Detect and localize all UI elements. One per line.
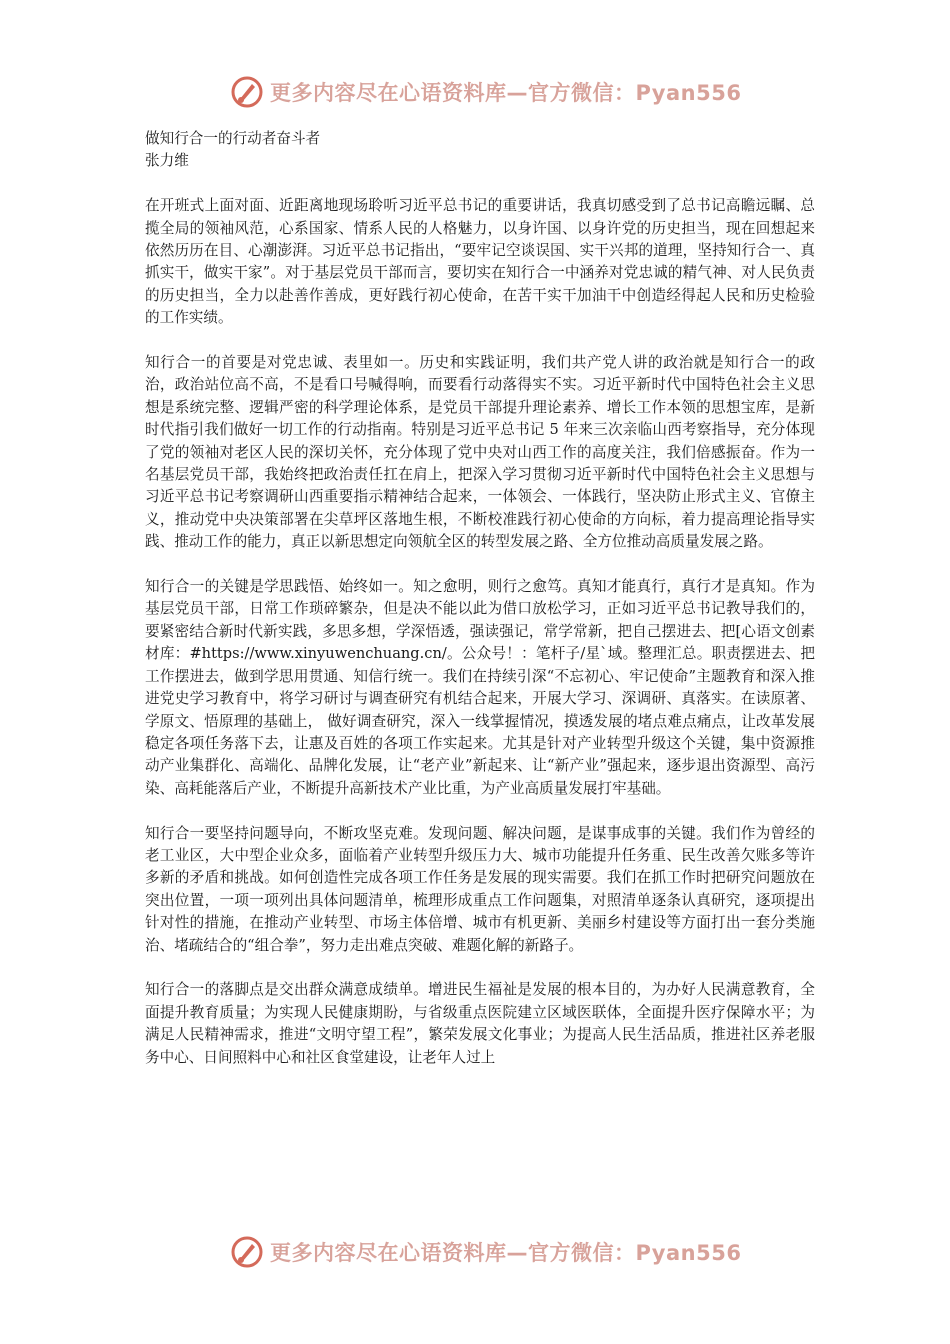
watermark-banner-top: [230, 72, 750, 112]
document-author: 张力维: [145, 152, 189, 170]
brush-logo-icon: [230, 1235, 264, 1269]
watermark-banner-bottom: [230, 1232, 750, 1272]
document-title: 做知行合一的行动者奋斗者: [145, 130, 321, 147]
brush-logo-icon: [230, 75, 264, 109]
watermark-text: 更多内容尽在心语资料库—官方微信：Pyan556: [270, 1241, 742, 1265]
document-body: [145, 128, 815, 1091]
paragraph: 知行合一的落脚点是交出群众满意成绩单。增进民生福祉是发展的根本目的，为办好人民满意教育，全面提升教育质量；为实现人民健康期盼，与省级重点医院建立区域医联体，全面提升医疗保障水平；为满足人民精神需求，推进“文明守望工程”，繁荣发展文化事业；为提高人民生活品质，推进社区养老服务中心、日间照料中心和社区食堂建设，让老年人过上: [145, 981, 815, 1066]
blank-line: [145, 173, 815, 195]
watermark-text: 更多内容尽在心语资料库—官方微信：Pyan556: [270, 81, 742, 105]
paragraph: 知行合一要坚持问题导向，不断攻坚克难。发现问题、解决问题，是谋事成事的关键。我们作为曾经的老工业区，大中型企业众多，面临着产业转型升级压力大、城市功能提升任务重、民生改善欠账多等许多新的矛盾和挑战。如何创造性完成各项工作任务是发展的现实需要。我们在抓工作时把研究问题放在突出位置，一项一项列出具体问题清单，梳理形成重点工作问题集，对照清单逐条认真研究，逐项提出针对性的措施，在推动产业转型、市场主体倍增、城市有机更新、美丽乡村建设等方面打出一套分类施治、堵疏结合的“组合拳”，努力走出难点突破、难题化解的新路子。: [145, 824, 815, 954]
paragraph: 知行合一的首要是对党忠诚、表里如一。历史和实践证明，我们共产党人讲的政治就是知行合一的政治，政治站位高不高，不是看口号喊得响，而要看行动落得实不实。习近平新时代中国特色社会主义思想是系统完整、逻辑严密的科学理论体系，是党员干部提升理论素养、增长工作本领的思想宝库，是新时代指引我们做好一切工作的行动指南。特别是习近平总书记 5 年来三次亲临山西考察指导，充分体现了党的领袖对老区人民的深切关怀，充分体现了党中央对山西工作的高度关注，我们倍感振奋。作为一名基层党员干部，我始终把政治责任扛在肩上，把深入学习贯彻习近平新时代中国特色社会主义思想与习近平总书记考察调研山西重要指示精神结合起来，一体领会、一体践行，坚决防止形式主义、官僚主义，推动党中央决策部署在尖草坪区落地生根，不断校准践行初心使命的方向标，着力提高理论指导实践、推动工作的能力，真正以新思想定向领航全区的转型发展之路、全方位推动高质量发展之路。: [145, 354, 815, 551]
paragraph: 在开班式上面对面、近距离地现场聆听习近平总书记的重要讲话，我真切感受到了总书记高瞻远瞩、总揽全局的领袖风范，心系国家、情系人民的人格魅力，以身许国、以身许党的历史担当，现在回想起来依然历历在目、心潮澎湃。习近平总书记指出，“要牢记空谈误国、实干兴邦的道理，坚持知行合一、真抓实干，做实干家”。对于基层党员干部而言，要切实在知行合一中涵养对党忠诚的精气神、对人民负责的历史担当，全力以赴善作善成，更好践行初心使命，在苦干实干加油干中创造经得起人民和历史检验的工作实绩。: [145, 197, 815, 327]
paragraph: 知行合一的关键是学思践悟、始终如一。知之愈明，则行之愈笃。真知才能真行，真行才是真知。作为基层党员干部，日常工作琐碎繁杂，但是决不能以此为借口放松学习，正如习近平总书记教导我们的，要紧密结合新时代新实践，多思多想，学深悟透，强读强记，常学常新，把自己摆进去、把[心语文创素材库：#https://www.xinyuwenchuang.cn/。公众号！：笔杆子/星`域。整理汇总。职责摆进去、把工作摆进去，做到学思用贯通、知信行统一。我们在持续引深“不忘初心、牢记使命”主题教育和深入推进党史学习教育中，将学习研讨与调查研究有机结合起来，开展大学习、深调研、真落实。在读原著、学原文、悟原理的基础上， 做好调查研究，深入一线掌握情况，摸透发展的堵点难点痛点，让改革发展稳定各项任务落下去，让惠及百姓的各项工作实起来。尤其是针对产业转型升级这个关键，集中资源推动产业集群化、高端化、品牌化发展，让“老产业”新起来、让“新产业”强起来，逐步退出资源型、高污染、高耗能落后产业，不断提升高新技术产业比重，为产业高质量发展打牢基础。: [145, 578, 815, 797]
